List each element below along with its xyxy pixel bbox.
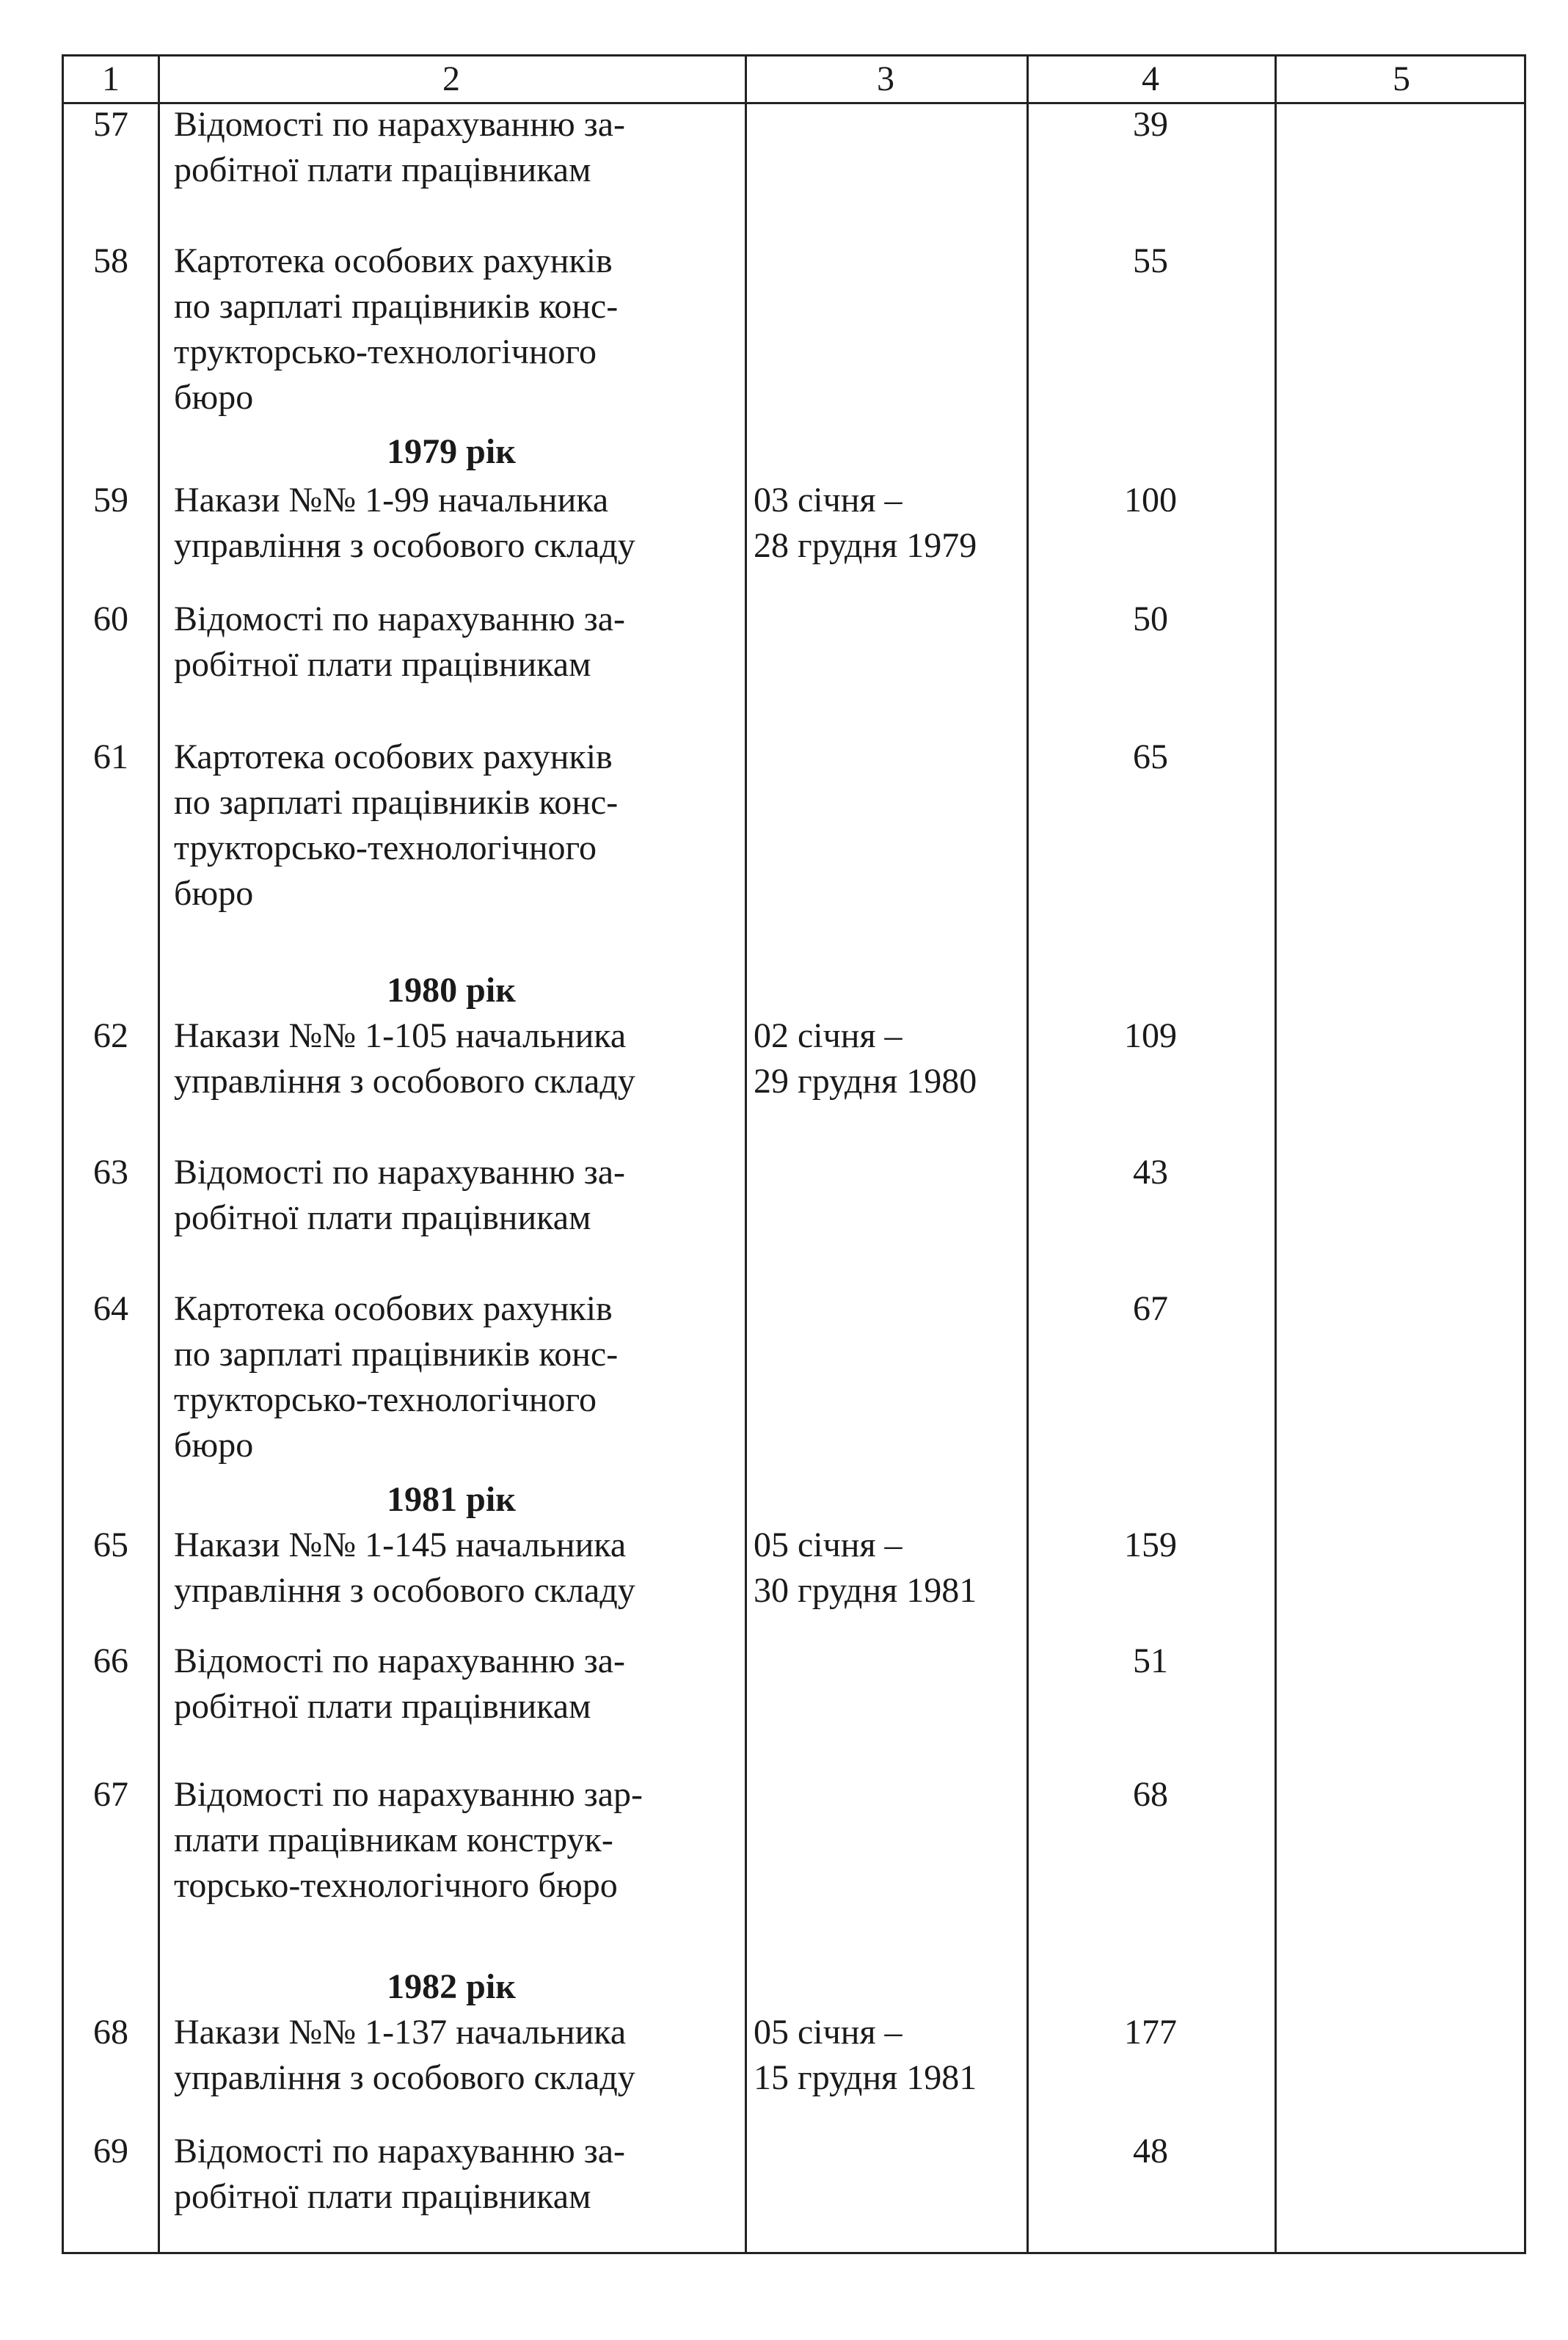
row-dates: 02 січня – 29 грудня 1980 — [754, 1016, 977, 1101]
row-number: 59 — [93, 481, 128, 520]
row-count: 109 — [1124, 1016, 1177, 1055]
row-number: 68 — [93, 2013, 128, 2052]
row-count: 68 — [1133, 1775, 1168, 1814]
row-title: Відомості по нарахуванню за- робітної плати працівникам — [174, 2132, 626, 2216]
row-title: Відомості по нарахуванню зар- плати працівникам конструк- торсько-технологічного бюро — [174, 1775, 643, 1905]
row-number: 58 — [93, 241, 128, 280]
column-divider — [158, 57, 160, 2252]
header-col-2: 2 — [442, 59, 460, 98]
row-count: 51 — [1133, 1641, 1168, 1680]
row-title: Накази №№ 1-137 начальника управління з особового складу — [174, 2013, 635, 2097]
row-dates: 05 січня – 15 грудня 1981 — [754, 2013, 977, 2097]
row-count: 48 — [1133, 2132, 1168, 2170]
row-dates: 03 січня – 28 грудня 1979 — [754, 481, 977, 565]
header-col-3: 3 — [877, 59, 894, 98]
row-title: Картотека особових рахунків по зарплаті працівників конс- трукторсько-технологічного бюро — [174, 1289, 619, 1465]
header-col-4: 4 — [1142, 59, 1159, 98]
row-title: Накази №№ 1-105 начальника управління з особового складу — [174, 1016, 635, 1101]
row-number: 64 — [93, 1289, 128, 1328]
row-number: 69 — [93, 2132, 128, 2170]
row-title: Накази №№ 1-99 начальника управління з особового складу — [174, 481, 635, 565]
row-count: 39 — [1133, 105, 1168, 144]
row-title: Накази №№ 1-145 начальника управління з особового складу — [174, 1526, 635, 1610]
row-number: 67 — [93, 1775, 128, 1814]
row-number: 63 — [93, 1153, 128, 1192]
column-divider — [745, 57, 747, 2252]
row-count: 55 — [1133, 241, 1168, 280]
row-title: Відомості по нарахуванню за- робітної плати працівникам — [174, 1641, 626, 1726]
row-number: 61 — [93, 737, 128, 776]
year-heading: 1979 рік — [387, 432, 516, 471]
row-number: 57 — [93, 105, 128, 144]
column-divider — [1275, 57, 1277, 2252]
row-number: 62 — [93, 1016, 128, 1055]
row-title: Відомості по нарахуванню за- робітної плати працівникам — [174, 599, 626, 684]
year-heading: 1981 рік — [387, 1480, 516, 1519]
header-col-5: 5 — [1393, 59, 1410, 98]
row-count: 43 — [1133, 1153, 1168, 1192]
row-title: Картотека особових рахунків по зарплаті працівників конс- трукторсько-технологічного бюро — [174, 737, 619, 913]
row-count: 100 — [1124, 481, 1177, 520]
row-count: 65 — [1133, 737, 1168, 776]
row-count: 159 — [1124, 1526, 1177, 1564]
row-count: 50 — [1133, 599, 1168, 638]
header-col-1: 1 — [102, 59, 120, 98]
row-number: 65 — [93, 1526, 128, 1564]
row-title: Картотека особових рахунків по зарплаті працівників конс- трукторсько-технологічного бюро — [174, 241, 619, 417]
row-number: 66 — [93, 1641, 128, 1680]
row-number: 60 — [93, 599, 128, 638]
row-count: 67 — [1133, 1289, 1168, 1328]
row-count: 177 — [1124, 2013, 1177, 2052]
row-title: Відомості по нарахуванню за- робітної плати працівникам — [174, 1153, 626, 1237]
year-heading: 1982 рік — [387, 1967, 516, 2006]
row-title: Відомості по нарахуванню за- робітної плати працівникам — [174, 105, 626, 189]
register-table — [62, 54, 1526, 2254]
row-dates: 05 січня – 30 грудня 1981 — [754, 1526, 977, 1610]
year-heading: 1980 рік — [387, 971, 516, 1010]
